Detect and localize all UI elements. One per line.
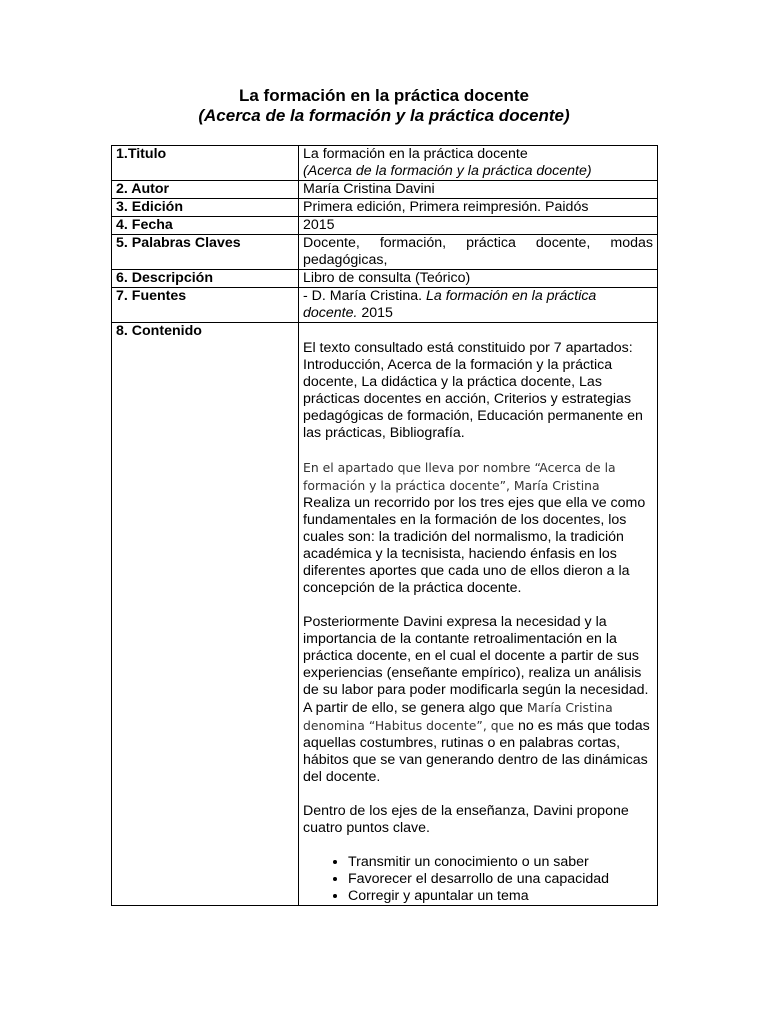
row-value-contenido bbox=[299, 323, 658, 906]
document-subtitle: (Acerca de la formación y la práctica docente) bbox=[198, 106, 570, 125]
table-row-fuentes bbox=[112, 288, 658, 323]
list-item: • Transmitir un conocimiento o un saber bbox=[348, 854, 653, 871]
row-value-titulo bbox=[299, 146, 658, 181]
fuentes-author: - D. María Cristina. bbox=[303, 288, 426, 304]
table-row-contenido bbox=[112, 323, 658, 906]
row-value-fecha: 2015 bbox=[299, 217, 658, 235]
table-row-autor bbox=[112, 181, 658, 199]
contenido-paragraph-3-b: María Cristina denomina “Habitus docente”, que bbox=[303, 700, 613, 733]
row-label-fecha: 4. Fecha bbox=[112, 217, 299, 235]
row-value-fuentes bbox=[299, 288, 658, 323]
list-item: • Favorecer el desarrollo de una capacidad bbox=[348, 871, 653, 888]
row-value-edicion: Primera edición, Primera reimpresión. Paidós bbox=[299, 199, 658, 217]
row-label-contenido: 8. Contenido bbox=[112, 323, 299, 906]
contenido-paragraph-2 bbox=[303, 459, 653, 597]
row-label-fuentes: 7. Fuentes bbox=[112, 288, 299, 323]
row-label-autor: 2. Autor bbox=[112, 181, 299, 199]
titulo-main: La formación en la práctica docente bbox=[303, 146, 528, 162]
fuentes-book-title: La formación en la práctica docente. bbox=[303, 288, 597, 321]
row-label-titulo: 1.Titulo bbox=[112, 146, 299, 181]
row-value-palabras-claves: Docente, formación, práctica docente, modas pedagógicas, bbox=[299, 235, 658, 270]
row-value-autor: María Cristina Davini bbox=[299, 181, 658, 199]
contenido-paragraph-2-intro: En el apartado que lleva por nombre “Acerca de la formación y la práctica docente”, María Cristina bbox=[303, 460, 616, 493]
contenido-paragraph-4: Dentro de los ejes de la enseñanza, Davini propone cuatro puntos clave. bbox=[303, 803, 629, 836]
contenido-paragraph-1: El texto consultado está constituido por 7 apartados: Introducción, Acerca de la formación y la práctica docente, La didáctica y la práctica docente, Las prácticas docentes en acción, Criterios y estrategias pedagógicas de formación, Educación permanente en las prácticas, Bibliografía. bbox=[303, 340, 643, 441]
contenido-paragraph-3-a: Posteriormente Davini expresa la necesidad y la importancia de la contante retroalimentación en la práctica docente, en el cual el docente a partir de sus experiencias (enseñante empírico), realiza un análisis de su labor para poder modificarla según la necesidad. A partir de ello, se genera algo que bbox=[303, 614, 649, 716]
bibliographic-table bbox=[111, 145, 658, 906]
titulo-secondary: (Acerca de la formación y la práctica docente) bbox=[303, 163, 592, 179]
table-row-edicion bbox=[112, 199, 658, 217]
table-row-descripcion bbox=[112, 270, 658, 288]
row-label-palabras-claves: 5. Palabras Claves bbox=[112, 235, 299, 270]
fuentes-year: 2015 bbox=[357, 305, 393, 321]
contenido-paragraph-3-c: no es más que todas aquellas costumbres, rutinas o en palabras cortas, hábitos que se van generando dentro de las dinámicas del docente. bbox=[303, 718, 650, 785]
contenido-paragraph-3 bbox=[303, 614, 653, 786]
table-row-fecha bbox=[112, 217, 658, 235]
contenido-paragraph-2-body: Realiza un recorrido por los tres ejes que ella ve como fundamentales en la formación de los docentes, los cuales son: la tradición del normalismo, la tradición académica y la tecnisista, haciendo énfasis en los diferentes aportes que cada uno de ellos dieron a la concepción de la práctica docente. bbox=[303, 495, 646, 596]
table-row-titulo bbox=[112, 146, 658, 181]
list-item: • Corregir y apuntalar un tema bbox=[348, 888, 653, 905]
puntos-clave-list bbox=[303, 854, 653, 905]
row-label-descripcion: 6. Descripción bbox=[112, 270, 299, 288]
row-label-edicion: 3. Edición bbox=[112, 199, 299, 217]
row-value-descripcion: Libro de consulta (Teórico) bbox=[299, 270, 658, 288]
table-row-palabras-claves bbox=[112, 235, 658, 270]
document-title: La formación en la práctica docente bbox=[238, 86, 530, 105]
